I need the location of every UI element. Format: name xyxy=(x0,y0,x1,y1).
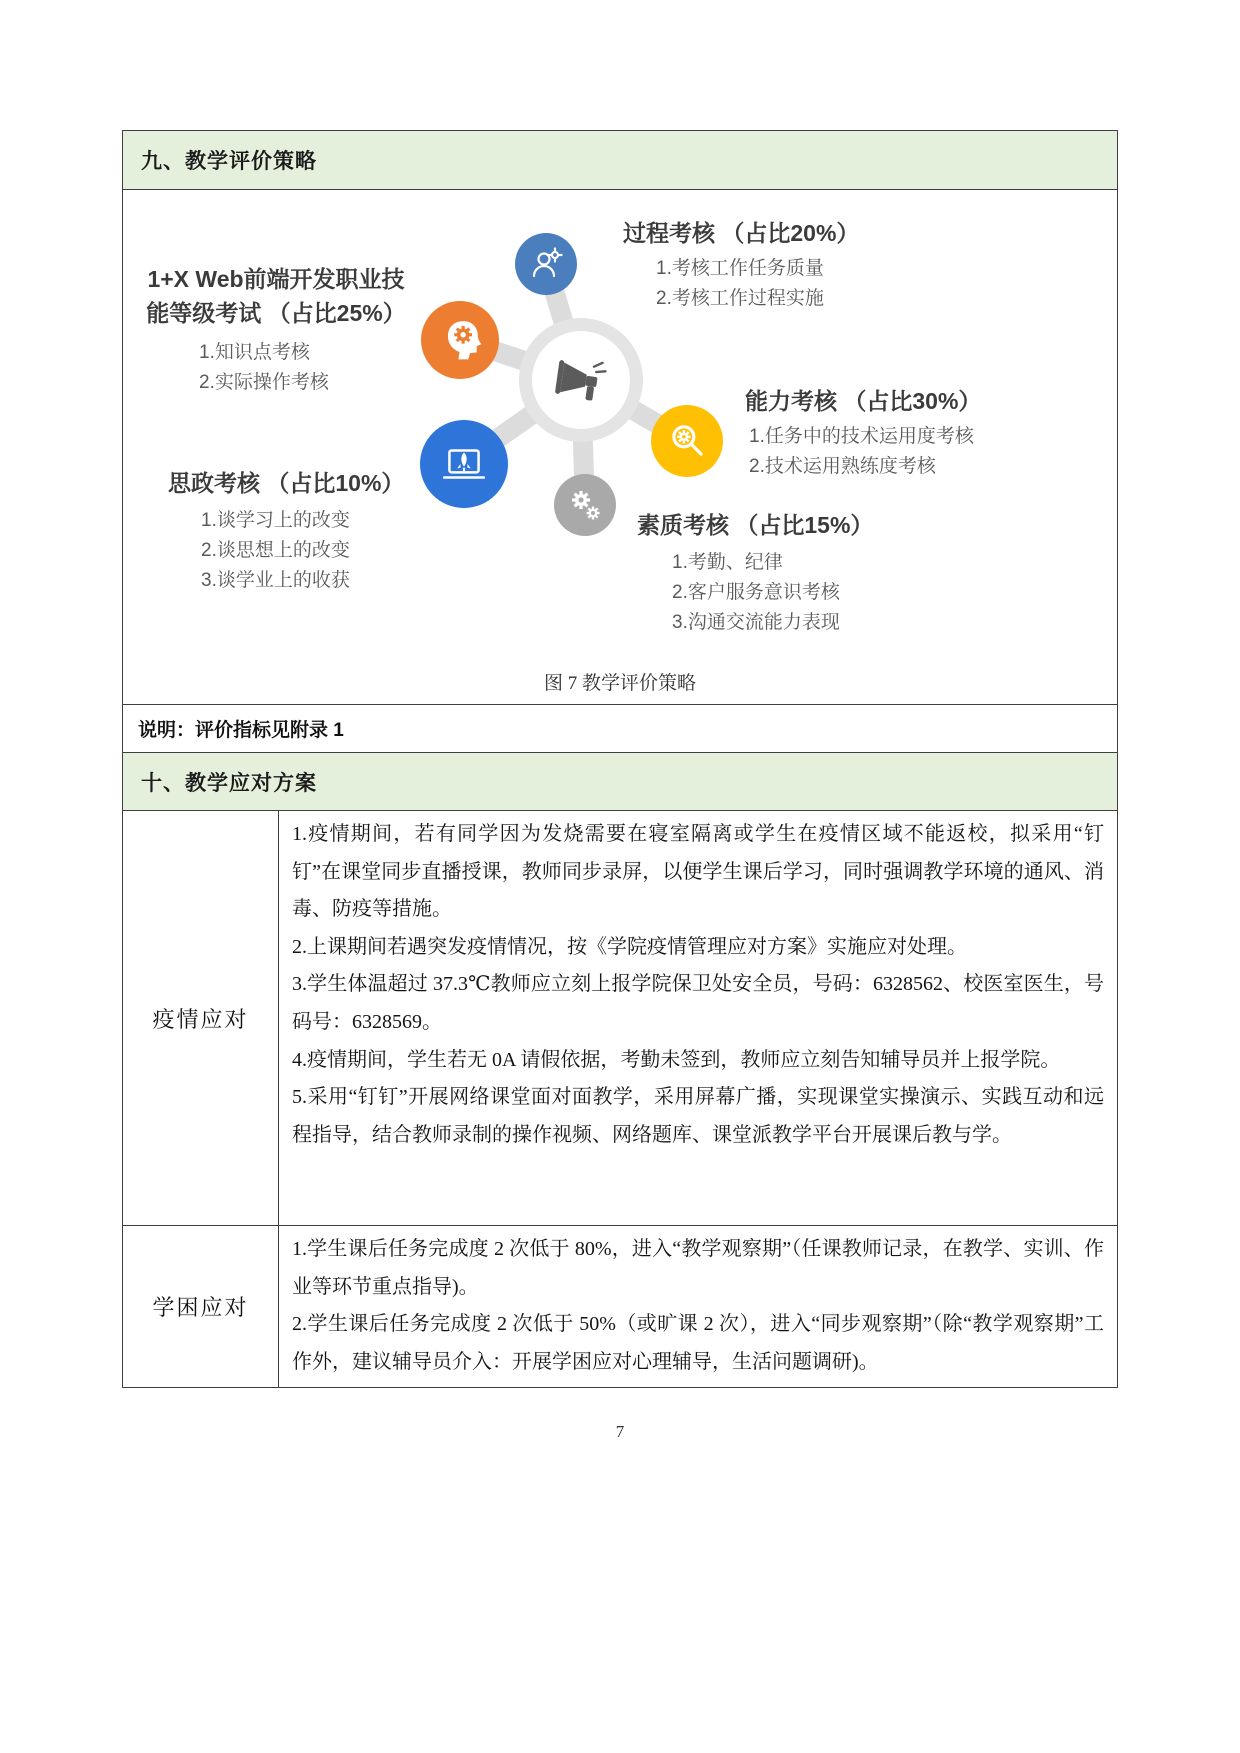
node-exam-item: 2.实际操作考核 xyxy=(199,372,329,393)
diagram-node-exam xyxy=(137,262,415,398)
node-exam-title-line1: 1+X Web前端开发职业技 xyxy=(147,266,405,292)
node-quality-item: 3.沟通交流能力表现 xyxy=(672,612,840,633)
diagram-center xyxy=(519,318,643,442)
node-circle-ability xyxy=(651,405,723,477)
node-ability-item: 2.技术运用熟练度考核 xyxy=(749,456,936,477)
node-quality-item: 1.考勤、纪律 xyxy=(672,552,783,573)
node-exam-item: 1.知识点考核 xyxy=(199,342,310,363)
diagram-node-ability xyxy=(745,384,981,482)
table-row-epidemic xyxy=(123,810,1117,1225)
diagram-node-process xyxy=(623,216,859,314)
megaphone-icon xyxy=(552,351,610,409)
page-number: 7 xyxy=(615,1422,625,1441)
paragraph: 5.采用“钉钉”开展网络课堂面对面教学，采用屏幕广播，实现课堂实操演示、实践互动和远程指导，结合教师录制的操作视频、网络题库、课堂派教学平台开展课后教与学。 xyxy=(292,1086,1104,1146)
laptop-rocket-icon xyxy=(439,439,489,489)
section10-title: 十、教学应对方案 xyxy=(141,771,317,795)
document-table xyxy=(122,130,1118,1388)
node-process-title: 过程考核 （占比20%） xyxy=(623,220,860,246)
node-ability-title: 能力考核 （占比30%） xyxy=(745,388,982,414)
section9-title: 九、教学评价策略 xyxy=(141,150,317,173)
evaluation-diagram xyxy=(123,189,1117,704)
row-content-learning xyxy=(279,1226,1117,1387)
head-gear-icon xyxy=(437,317,483,363)
node-circle-ideology xyxy=(420,420,508,508)
paragraph: 3.学生体温超过 37.3℃教师应立刻上报学院保卫处安全员，号码：6328562、校医室医生，号码号：6328569。 xyxy=(292,973,1104,1033)
row-label-learning xyxy=(123,1226,279,1387)
row-content-epidemic xyxy=(279,811,1117,1225)
node-process-item: 2.考核工作过程实施 xyxy=(656,288,824,309)
node-process-item: 1.考核工作任务质量 xyxy=(656,258,824,279)
person-idea-icon xyxy=(529,247,563,281)
note-row xyxy=(123,704,1117,752)
row-label-epidemic xyxy=(123,811,279,1225)
node-ideology-title: 思政考核 （占比10%） xyxy=(168,470,405,496)
diagram-node-ideology xyxy=(168,466,404,596)
note-text: 说明：评价指标见附录 1 xyxy=(138,720,344,741)
node-quality-item: 2.客户服务意识考核 xyxy=(672,582,840,603)
node-ideology-item: 3.谈学业上的收获 xyxy=(201,570,350,591)
node-exam-title-line2: 能等级考试 （占比25%） xyxy=(146,300,406,326)
table-row-learning xyxy=(123,1225,1117,1387)
paragraph: 4.疫情期间，学生若无 0A 请假依据，考勤未签到，教师应立刻告知辅导员并上报学院。 xyxy=(292,1048,1061,1071)
node-circle-exam xyxy=(421,301,499,379)
node-circle-process xyxy=(515,233,577,295)
row-label-text: 学困应对 xyxy=(152,1295,249,1321)
magnifier-gear-icon xyxy=(666,420,708,462)
node-ideology-item: 2.谈思想上的改变 xyxy=(201,540,350,561)
node-circle-quality xyxy=(554,474,616,536)
node-ideology-item: 1.谈学习上的改变 xyxy=(201,510,350,531)
section9-header xyxy=(123,131,1117,189)
node-ability-item: 1.任务中的技术运用度考核 xyxy=(749,426,974,447)
figure-caption: 图 7 教学评价策略 xyxy=(543,673,696,694)
diagram-node-quality xyxy=(637,508,873,638)
gears-icon xyxy=(567,487,603,523)
row-label-text: 疫情应对 xyxy=(152,1006,249,1032)
node-quality-title: 素质考核 （占比15%） xyxy=(637,512,874,538)
paragraph: 1.疫情期间，若有同学因为发烧需要在寝室隔离或学生在疫情区域不能返校，拟采用“钉钉”在课堂同步直播授课，教师同步录屏，以便学生课后学习，同时强调教学环境的通风、消毒、防疫等措施。 xyxy=(292,823,1104,921)
paragraph: 1.学生课后任务完成度 2 次低于 80%，进入“教学观察期”（任课教师记录，在教学、实训、作业等环节重点指导)。 xyxy=(292,1238,1104,1298)
section10-header xyxy=(123,752,1117,810)
paragraph: 2.学生课后任务完成度 2 次低于 50%（或旷课 2 次），进入“同步观察期”（除“教学观察期”工作外，建议辅导员介入：开展学困应对心理辅导，生活问题调研)。 xyxy=(292,1313,1104,1373)
paragraph: 2.上课期间若遇突发疫情情况，按《学院疫情管理应对方案》实施应对处理。 xyxy=(292,935,967,958)
